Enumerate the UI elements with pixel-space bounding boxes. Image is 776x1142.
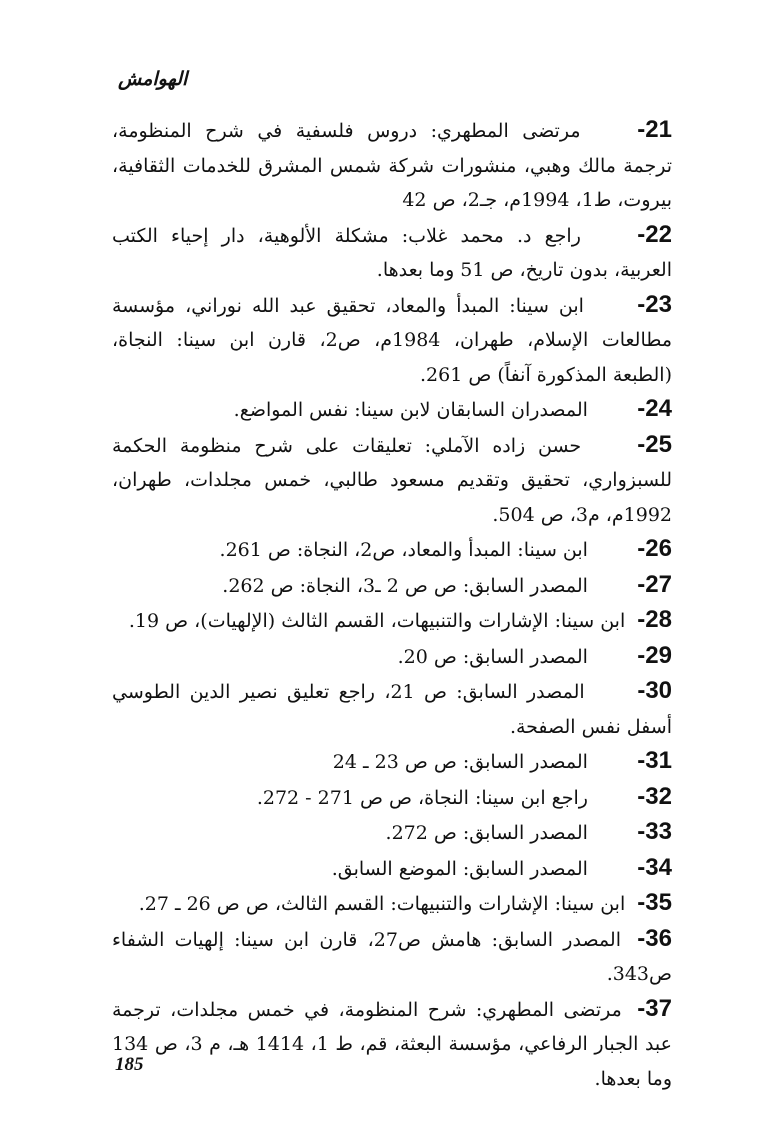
endnote-text: مرتضى المطهري: دروس فلسفية في شرح المنظومة، ترجمة مالك وهبي، منشورات شركة شمس المشرق للخدمات الثقافية، بيروت، ط1، 1994م، جـ2، ص 42 [112, 120, 672, 211]
endnote-number: 30- [637, 677, 673, 704]
endnote-text: مرتضى المطهري: شرح المنظومة، في خمس مجلدات، ترجمة عبد الجبار الرفاعي، مؤسسة البعثة، قم، ط 1، 1414 هـ، م 3، ص 134 وما بعدها. [112, 998, 672, 1090]
endnotes-list [112, 113, 672, 1096]
endnote-37 [112, 992, 672, 1097]
running-header: الهوامش [118, 68, 188, 90]
endnote-number: 31- [637, 747, 672, 774]
endnote-number: 26- [637, 535, 672, 562]
endnote-29 [112, 639, 672, 675]
endnote-number: 21- [637, 116, 672, 143]
endnote-number: 37- [637, 994, 672, 1022]
endnote-text: المصدر السابق: ص 272. [385, 822, 588, 844]
endnote-number: 36- [637, 924, 672, 952]
endnote-27 [112, 568, 672, 604]
endnote-31 [112, 744, 672, 780]
endnote-text: المصدر السابق: ص ص 2 ـ3، النجاة: ص 262. [222, 574, 588, 597]
endnote-text: المصدران السابقان لابن سينا: نفس المواضع. [233, 399, 588, 421]
endnote-26 [112, 532, 672, 568]
endnote-30 [112, 674, 672, 744]
page-number: 185 [115, 1054, 144, 1075]
endnote-number: 35- [637, 889, 672, 916]
endnote-text: المصدر السابق: هامش ص27، قارن ابن سينا: إلهيات الشفاء ص343. [112, 928, 672, 985]
endnote-text: راجع ابن سينا: النجاة، ص ص 271 - 272. [256, 786, 588, 809]
endnote-number: 25- [637, 430, 672, 458]
endnote-number: 33- [637, 818, 672, 845]
endnote-22 [112, 218, 672, 288]
endnote-number: 27- [637, 570, 672, 598]
endnote-number: 22- [637, 220, 672, 248]
endnote-21 [112, 113, 672, 218]
endnote-36 [112, 922, 672, 992]
endnote-24 [112, 392, 672, 428]
endnote-number: 32- [637, 782, 672, 810]
endnote-number: 28- [637, 606, 672, 633]
endnote-text: حسن زاده الآملي: تعليقات على شرح منظومة الحكمة للسبزواري، تحقيق وتقديم مسعود طالبي، خمس مجلدات، طهران، 1992م، م3، ص 504. [112, 434, 672, 526]
endnote-33 [112, 815, 672, 851]
endnote-number: 29- [637, 641, 672, 669]
endnote-text: المصدر السابق: ص 20. [397, 645, 588, 668]
endnote-text: ابن سينا: الإشارات والتنبيهات: القسم الثالث، ص ص 26 ـ 27. [138, 893, 626, 915]
endnote-text: ابن سينا: الإشارات والتنبيهات، القسم الثالث (الإلهيات)، ص 19. [128, 610, 626, 632]
endnote-text: ابن سينا: المبدأ والمعاد، تحقيق عبد الله نوراني، مؤسسة مطالعات الإسلام، طهران، 1984م، ص2، قارن ابن سينا: النجاة، (الطبعة المذكورة آنفاً) ص 261. [112, 294, 672, 386]
endnote-text: المصدر السابق: الموضع السابق. [331, 857, 588, 880]
endnote-text: ابن سينا: المبدأ والمعاد، ص2، النجاة: ص 261. [219, 539, 588, 561]
endnote-text: المصدر السابق: ص ص 23 ـ 24 [332, 751, 588, 773]
endnote-35 [112, 886, 672, 922]
endnote-number: 24- [637, 395, 672, 422]
endnote-25 [112, 428, 672, 533]
endnote-number: 34- [637, 853, 672, 881]
endnote-text: راجع د. محمد غلاب: مشكلة الألوهية، دار إحياء الكتب العربية، بدون تاريخ، ص 51 وما بعدها. [112, 224, 672, 281]
endnote-34 [112, 851, 672, 887]
endnote-32 [112, 780, 672, 816]
endnote-text: المصدر السابق: ص 21، راجع تعليق نصير الدين الطوسي أسفل نفس الصفحة. [112, 681, 672, 738]
endnote-number: 23- [637, 290, 672, 318]
endnote-28 [112, 603, 672, 639]
endnote-23 [112, 288, 672, 393]
